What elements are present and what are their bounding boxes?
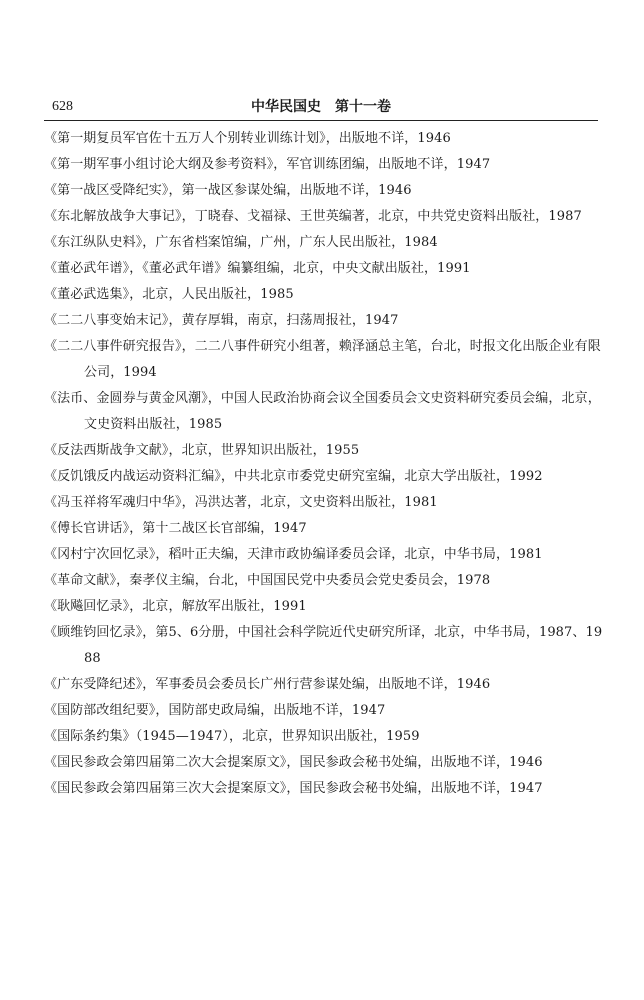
bibliography-entry: 《反饥饿反内战运动资料汇编》，中共北京市委党史研究室编，北京大学出版社，1992 xyxy=(44,469,543,484)
bibliography-entry: 《国际条约集》（1945—1947），北京，世界知识出版社，1959 xyxy=(44,729,420,744)
bibliography-entry: 《东江纵队史料》，广东省档案馆编，广州，广东人民出版社，1984 xyxy=(44,235,438,250)
bibliography-entry: 《第一战区受降纪实》，第一战区参谋处编，出版地不详，1946 xyxy=(44,183,412,198)
bibliography-entry: 《顾维钧回忆录》，第5、6分册，中国社会科学院近代史研究所译，北京，中华书局，1987、1988 xyxy=(44,625,603,666)
page-header xyxy=(44,96,598,120)
bibliography-entry: 《广东受降纪述》，军事委员会委员长广州行营参谋处编，出版地不详，1946 xyxy=(44,677,491,692)
bibliography-entry: 《法币、金圆券与黄金风潮》，中国人民政治协商会议全国委员会文史资料研究委员会编，北京，文史资料出版社，1985 xyxy=(44,391,601,432)
header-rule xyxy=(44,120,598,121)
bibliography-entry: 《国民参政会第四届第三次大会提案原文》，国民参政会秘书处编，出版地不详，1947 xyxy=(44,781,543,796)
bibliography-entry: 《第一期军事小组讨论大纲及参考资料》，军官训练团编，出版地不详，1947 xyxy=(44,157,491,172)
bibliography-entry: 《革命文献》，秦孝仪主编，台北，中国国民党中央委员会党史委员会，1978 xyxy=(44,573,491,588)
bibliography-entry: 《二二八事件研究报告》，二二八事件研究小组著，赖泽涵总主笔，台北，时报文化出版企业有限公司，1994 xyxy=(44,339,601,380)
bibliography-entry: 《反法西斯战争文献》，北京，世界知识出版社，1955 xyxy=(44,443,360,458)
bibliography-entry: 《耿飚回忆录》，北京，解放军出版社，1991 xyxy=(44,599,307,614)
page-number: 628 xyxy=(52,99,73,114)
bibliography-entry: 《冈村宁次回忆录》，稻叶正夫编，天津市政协编译委员会译，北京，中华书局，1981 xyxy=(44,547,543,562)
bibliography-entry: 《第一期复员军官佐十五万人个别转业训练计划》，出版地不详，1946 xyxy=(44,131,451,146)
bibliography-entry: 《冯玉祥将军魂归中华》，冯洪达著，北京，文史资料出版社，1981 xyxy=(44,495,438,510)
running-title: 中华民国史 第十一卷 xyxy=(251,99,391,115)
bibliography-entry: 《二二八事变始末记》，黄存厚辑，南京，扫荡周报社，1947 xyxy=(44,313,399,328)
bibliography-entry: 《董必武年谱》，《董必武年谱》编纂组编，北京，中央文献出版社，1991 xyxy=(44,261,471,276)
bibliography-list xyxy=(44,126,604,802)
bibliography-entry: 《傅长官讲话》，第十二战区长官部编，1947 xyxy=(44,521,307,536)
bibliography-entry: 《东北解放战争大事记》，丁晓春、戈福禄、王世英编著，北京，中共党史资料出版社，1987 xyxy=(44,209,582,224)
bibliography-entry: 《董必武选集》，北京，人民出版社，1985 xyxy=(44,287,294,302)
bibliography-entry: 《国防部改组纪要》，国防部史政局编，出版地不详，1947 xyxy=(44,703,386,718)
bibliography-entry: 《国民参政会第四届第二次大会提案原文》，国民参政会秘书处编，出版地不详，1946 xyxy=(44,755,543,770)
